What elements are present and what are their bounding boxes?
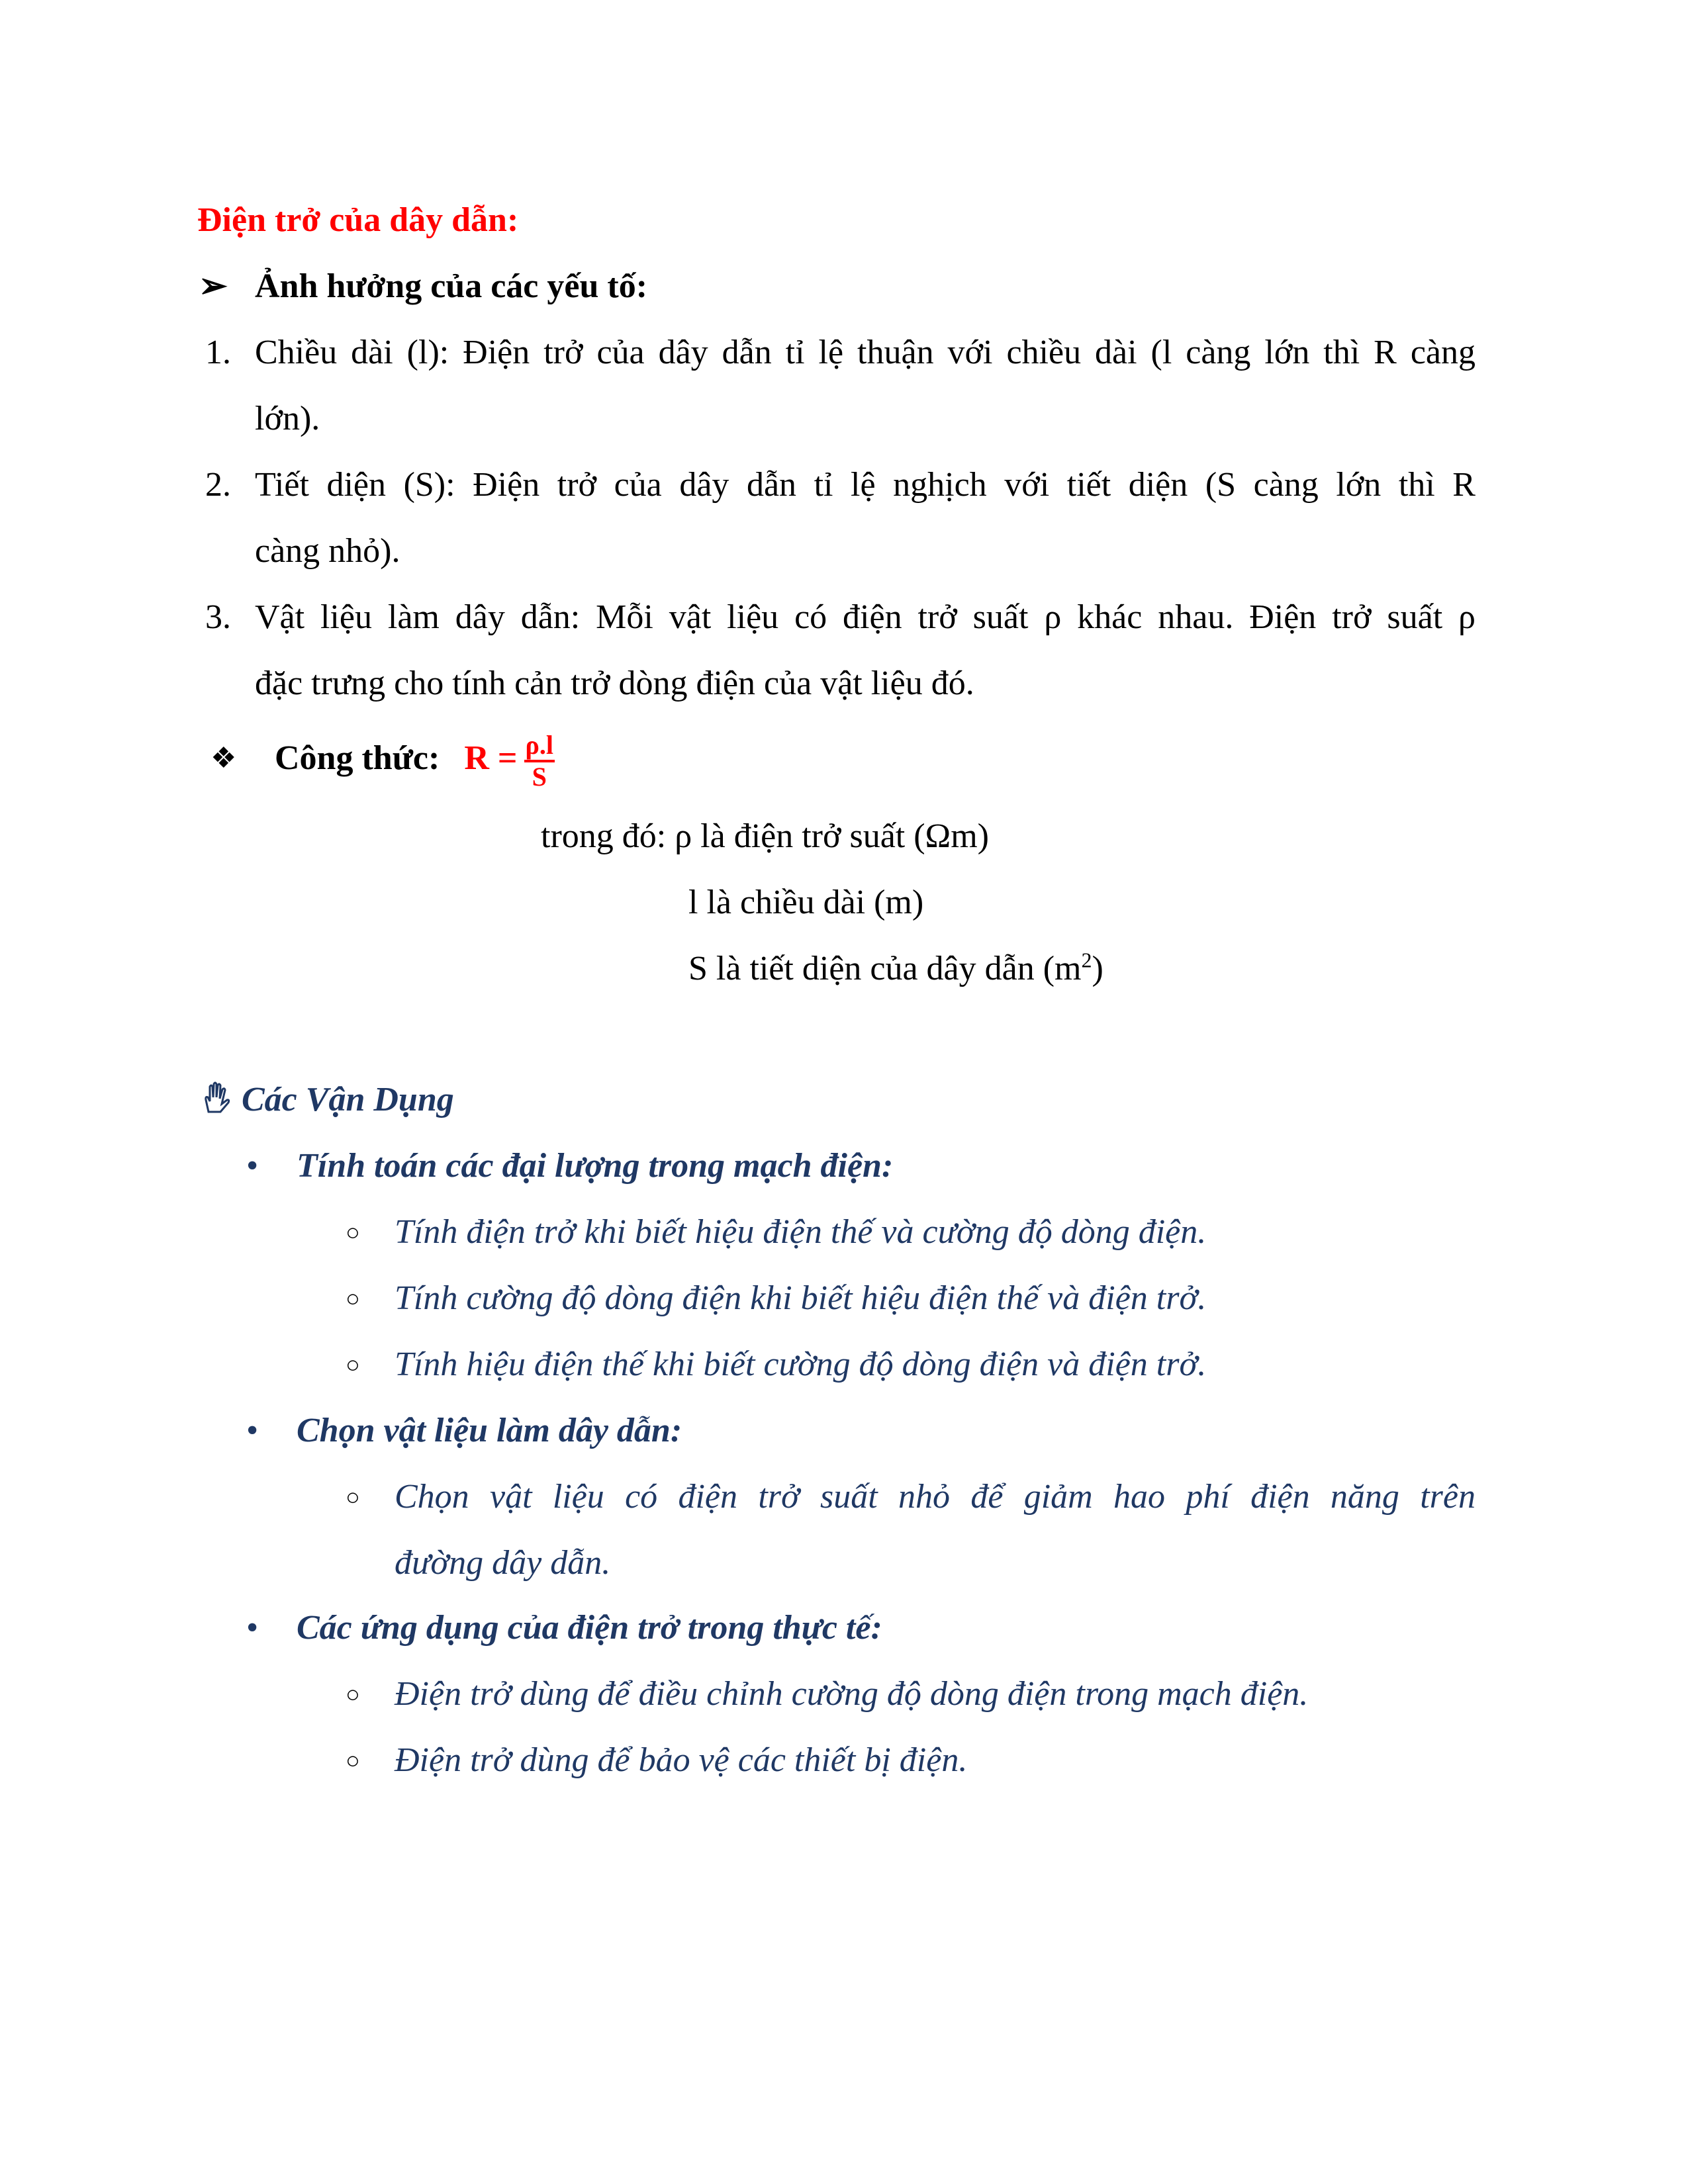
formula-denominator: S — [532, 762, 547, 792]
list-item-text: Tiết diện (S): Điện trở của dây dẫn tỉ lệ nghịch với tiết diện (S càng lớn thì R — [255, 466, 1476, 504]
list-number: 3. — [205, 598, 231, 636]
list-item-text: đặc trưng cho tính cản trở dòng điện của vật liệu đó. — [255, 664, 974, 702]
list-item-text: lớn). — [255, 400, 320, 437]
formula-lhs: R = — [464, 739, 518, 777]
group-title: Tính toán các đại lượng trong mạch điện: — [297, 1147, 894, 1185]
formula-label: Công thức: — [275, 739, 440, 777]
arrow-bullet-icon: ➢ — [199, 267, 228, 305]
list-number: 2. — [205, 466, 231, 504]
where-length: l là chiều dài (m) — [688, 884, 924, 921]
group-title: Các ứng dụng của điện trở trong thực tế: — [297, 1609, 882, 1647]
group-title: Chọn vật liệu làm dây dẫn: — [297, 1412, 682, 1449]
where-area-close: ) — [1092, 950, 1103, 987]
circle-bullet-icon: ○ — [346, 1351, 360, 1378]
diamond-bullet-icon: ❖ — [211, 742, 237, 774]
formula-line — [275, 725, 555, 805]
circle-bullet-icon: ○ — [346, 1681, 360, 1707]
circle-bullet-icon: ○ — [346, 1747, 360, 1774]
group-item: Điện trở dùng để điều chỉnh cường độ dòng điện trong mạch điện. — [395, 1675, 1309, 1713]
superscript: 2 — [1081, 948, 1092, 972]
group-item: Tính cường độ dòng điện khi biết hiệu điện thế và điện trở. — [395, 1279, 1207, 1317]
circle-bullet-icon: ○ — [346, 1219, 360, 1246]
group-item: đường dây dẫn. — [395, 1544, 611, 1582]
list-item-text: càng nhỏ). — [255, 532, 400, 570]
list-number: 1. — [205, 334, 231, 371]
circle-bullet-icon: ○ — [346, 1285, 360, 1312]
list-item-text: Chiều dài (l): Điện trở của dây dẫn tỉ lệ thuận với chiều dài (l càng lớn thì R càng — [255, 334, 1476, 371]
where-area-text: S là tiết diện của dây dẫn (m — [688, 950, 1082, 987]
formula-numerator: ρ.l — [524, 732, 555, 762]
list-item-text: Vật liệu làm dây dẫn: Mỗi vật liệu có điện trở suất ρ khác nhau. Điện trở suất ρ — [255, 598, 1476, 636]
bullet-icon: • — [246, 1147, 259, 1185]
applications-heading: Các Vận Dụng — [242, 1081, 454, 1118]
bullet-icon: • — [246, 1412, 259, 1449]
hand-icon — [202, 1067, 232, 1133]
bullet-icon: • — [246, 1609, 259, 1647]
section-title: Điện trở của dây dẫn: — [197, 201, 519, 239]
group-item: Chọn vật liệu có điện trở suất nhỏ để giảm hao phí điện năng trên — [395, 1478, 1476, 1516]
where-rho: trong đó: ρ là điện trở suất (Ωm) — [541, 817, 989, 855]
where-area — [688, 936, 1103, 1002]
group-item: Điện trở dùng để bảo vệ các thiết bị điện. — [395, 1741, 968, 1779]
group-item: Tính hiệu điện thế khi biết cường độ dòng điện và điện trở. — [395, 1345, 1207, 1383]
factors-heading: Ảnh hưởng của các yếu tố: — [255, 267, 648, 305]
group-item: Tính điện trở khi biết hiệu điện thế và cường độ dòng điện. — [395, 1213, 1207, 1251]
circle-bullet-icon: ○ — [346, 1484, 360, 1510]
formula-fraction — [524, 732, 555, 790]
